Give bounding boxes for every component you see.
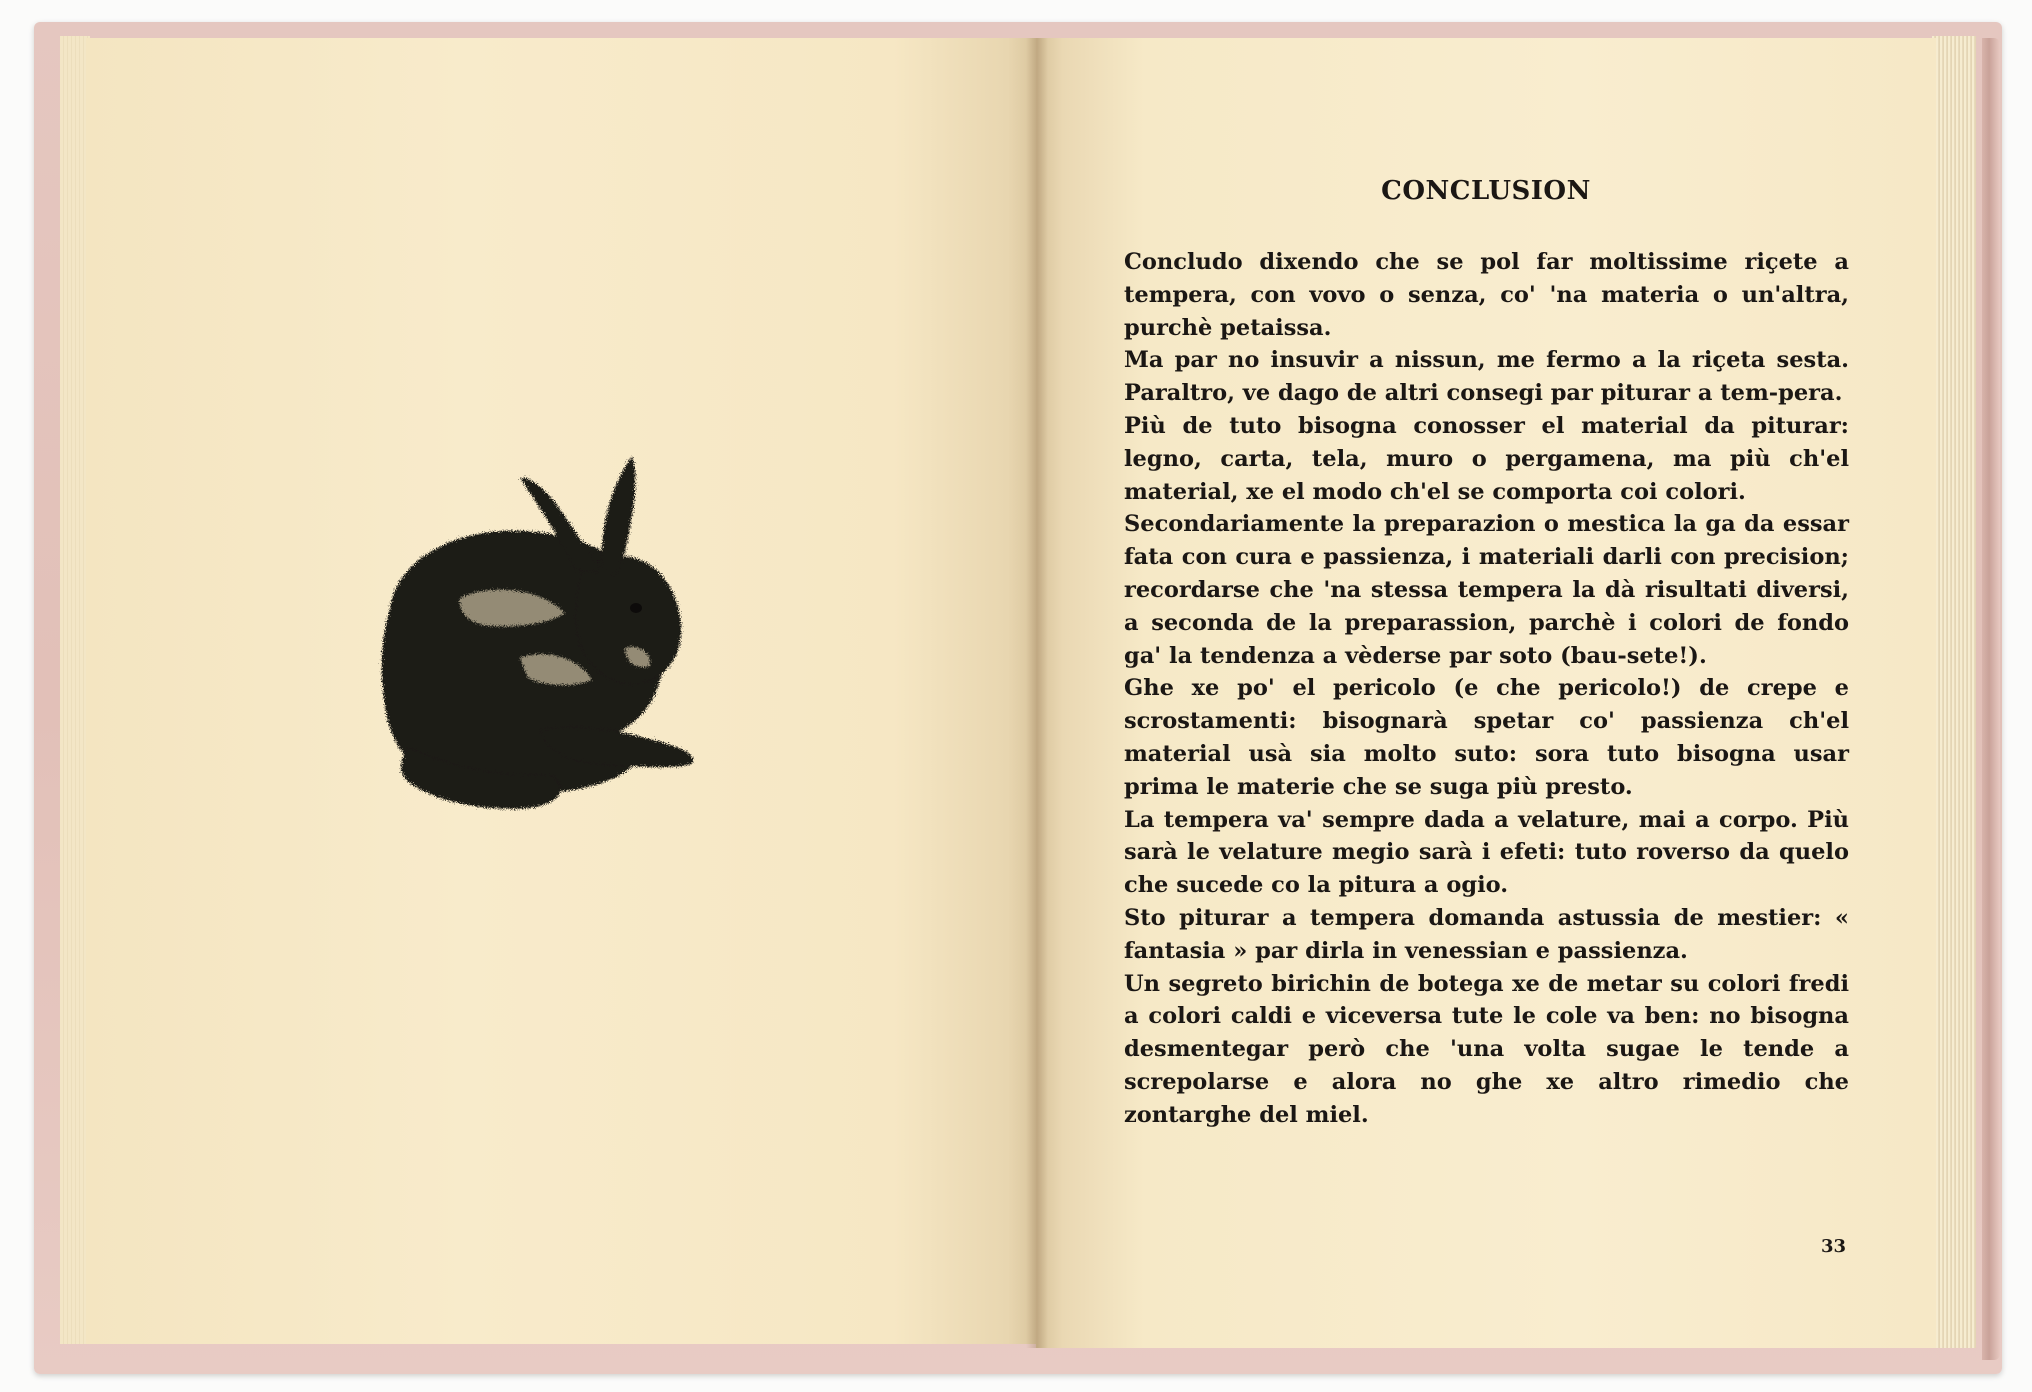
- cover-edge: [1982, 38, 2000, 1360]
- rabbit-illustration: [370, 448, 780, 824]
- paragraph: Più de tuto bisogna conosser el material da piturar: legno, carta, tela, muro o pergamena, ma più ch'el material, xe el modo ch'el se comporta coi colori.: [1124, 412, 1849, 505]
- paragraph: Concludo dixendo che se pol far moltissime riçete a tempera, con vovo o senza, co' 'na materia o un'altra, purchè petaissa.: [1124, 249, 1849, 341]
- paragraph: Un segreto birichin de botega xe de metar su colori fredi a colori caldi e viceversa tute le cole va ben: no bisogna desmentegar però che 'una volta sugae le tende a screpolarse e alora no ghe xe altro rimedio che zontarghe del miel.: [1124, 970, 1849, 1128]
- paragraph: La tempera va' sempre dada a velature, mai a corpo. Più sarà le velature megio sarà i efeti: tuto roverso da quelo che sucede co la pitura a ogio.: [1124, 806, 1849, 899]
- page-number: 33: [1820, 1236, 1846, 1257]
- paragraph: Sto piturar a tempera domanda astussia de mestier: « fantasia » par dirla in venessian e passienza.: [1124, 904, 1849, 964]
- paragraph: Secondariamente la preparazion o mestica la ga da essar fata con cura e passienza, i materiali darli con precision; recordarse che 'na stessa tempera la dà risultati diversi, a seconda de la preparassion, parchè i colori de fondo ga' la tendenza a vèderse par soto (bau-sete!).: [1124, 511, 1849, 669]
- right-page-stack: [1932, 36, 1976, 1348]
- book-gutter: [1026, 38, 1048, 1348]
- body-text: [1124, 246, 1849, 1132]
- paragraph: Ma par no insuvir a nissun, me fermo a la riçeta sesta. Paraltro, ve dago de altri consegi par piturar a tem-pera.: [1124, 347, 1849, 407]
- page-heading: CONCLUSION: [1381, 176, 1591, 206]
- paragraph: Ghe xe po' el pericolo (e che pericolo!) de crepe e scrostamenti: bisognarà spetar co' passienza ch'el material usà sia molto suto: sora tuto bisogna usar prima le materie che se suga più presto.: [1124, 675, 1849, 800]
